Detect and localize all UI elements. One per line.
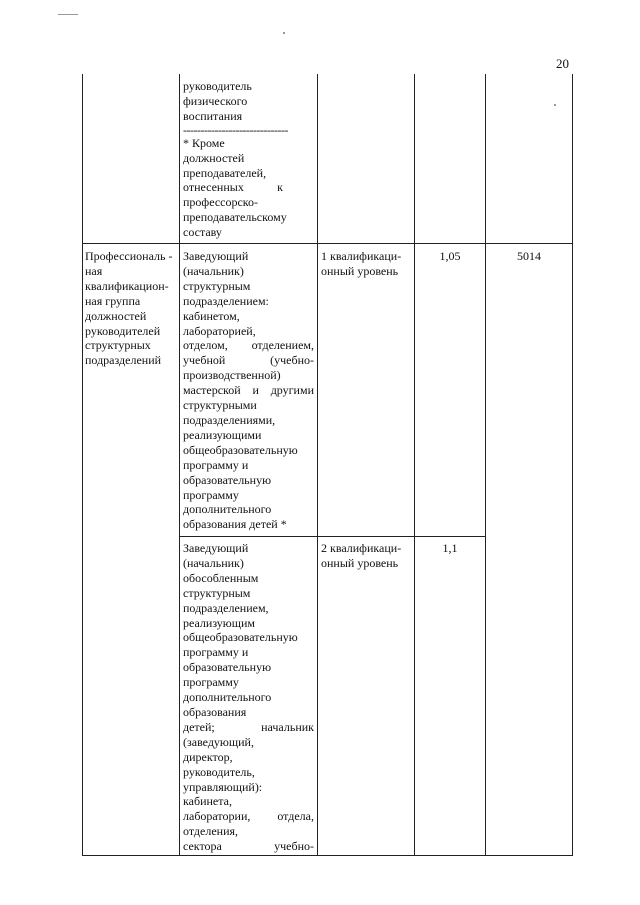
- cell-line: кабинетом,: [183, 308, 240, 323]
- scan-speck: [554, 104, 556, 106]
- cell-line: дополнительного: [183, 502, 272, 517]
- cell-line: Заведующий: [183, 541, 249, 555]
- cell-line: программу и: [183, 645, 249, 660]
- footnote-line: преподавателей,: [183, 165, 267, 180]
- cell-line: обособленным: [183, 570, 259, 585]
- cell-line: квалификацион-: [85, 278, 169, 293]
- word: лаборатории,: [183, 809, 251, 824]
- row-divider: [82, 243, 573, 244]
- level-2-position-cell: [183, 541, 314, 854]
- cell-line: структурным: [183, 585, 251, 600]
- cell-line: управляющий):: [183, 779, 263, 794]
- row-divider: [179, 536, 486, 537]
- word: (учебно-: [270, 353, 314, 368]
- word: другими: [270, 383, 314, 398]
- level-2-coefficient: 1,1: [442, 541, 458, 555]
- word: начальник: [261, 719, 314, 734]
- cell-line: директор,: [183, 749, 233, 764]
- table-border-right: [572, 74, 573, 855]
- cell-line: воспитания: [183, 108, 243, 123]
- cell-line: Профессиональ -: [85, 249, 173, 263]
- cell-line: 1 квалификаци-: [321, 249, 402, 263]
- level-1-position-cell: [183, 249, 314, 532]
- cell-line: Заведующий: [183, 249, 249, 263]
- cell-line: структурных: [85, 338, 151, 353]
- cell-line: [183, 720, 314, 735]
- word: детей;: [183, 719, 215, 734]
- column-divider: [317, 74, 318, 855]
- page-number: 20: [556, 56, 569, 71]
- cell-line: общеобразовательную: [183, 442, 298, 457]
- cell-line: (заведующий,: [183, 734, 254, 749]
- cell-line: [183, 353, 314, 368]
- level-1-coefficient: 1,05: [439, 249, 461, 263]
- cell-line: структурными: [183, 398, 257, 413]
- scan-speck: [283, 32, 285, 34]
- cell-line: общеобразовательную: [183, 630, 298, 645]
- word: учебной: [183, 353, 226, 368]
- continued-position-cell: [183, 79, 313, 240]
- cell-line: (начальник): [183, 263, 244, 278]
- cell-line: кабинета,: [183, 794, 232, 809]
- cell-line: реализующими: [183, 427, 262, 442]
- qualification-group-cell: [85, 249, 177, 368]
- column-divider: [414, 74, 415, 855]
- footnote-line: профессорско-: [183, 195, 259, 210]
- cell-line: должностей: [85, 308, 147, 323]
- cell-line: структурным: [183, 278, 251, 293]
- footnote-line: составу: [183, 225, 222, 240]
- cell-line: онный уровень: [321, 555, 399, 570]
- cell-line: (начальник): [183, 555, 244, 570]
- cell-line: подразделением,: [183, 600, 269, 615]
- cell-line: лабораторией,: [183, 323, 256, 338]
- cell-line: руководителей: [85, 323, 161, 338]
- footnote-line: * Кроме: [183, 135, 225, 150]
- word: отделом,: [183, 338, 228, 353]
- cell-line: программу и: [183, 457, 249, 472]
- cell-line: производственной): [183, 368, 281, 383]
- cell-line: реализующим: [183, 615, 256, 630]
- cell-line: ная: [85, 263, 103, 278]
- cell-line: [183, 383, 314, 398]
- cell-line: подразделением:: [183, 293, 269, 308]
- cell-line: онный уровень: [321, 263, 399, 278]
- cell-line: [183, 809, 314, 824]
- column-divider: [179, 74, 180, 855]
- cell-line: программу: [183, 487, 239, 502]
- word: отдела,: [277, 809, 314, 824]
- word: сектора: [183, 839, 222, 854]
- separator-line: ------------------------------: [183, 123, 288, 136]
- word: отнесенных: [183, 180, 244, 195]
- table-border-left: [82, 74, 83, 855]
- cell-line: физического: [183, 93, 248, 108]
- level-2-qualification-cell: [321, 541, 413, 571]
- cell-line: отделения,: [183, 824, 239, 839]
- cell-line: образовательную: [183, 660, 272, 675]
- cell-line: 2 квалификаци-: [321, 541, 402, 555]
- level-1-qualification-cell: [321, 249, 413, 279]
- cell-line: программу: [183, 675, 239, 690]
- footnote-line: преподавательскому: [183, 210, 287, 225]
- footnote-line: [183, 180, 313, 195]
- cell-line: [183, 839, 314, 854]
- word: и: [252, 383, 259, 398]
- word: отделением,: [251, 338, 314, 353]
- cell-line: образования: [183, 704, 247, 719]
- cell-line: руководитель,: [183, 764, 255, 779]
- cell-line: образовательную: [183, 472, 272, 487]
- cell-line: образования детей *: [183, 517, 287, 532]
- scan-corner-mark: [58, 14, 78, 15]
- footnote-line: должностей: [183, 150, 245, 165]
- word: учебно-: [274, 839, 314, 854]
- table-border-bottom: [82, 855, 573, 856]
- cell-line: подразделений: [85, 353, 162, 368]
- word: мастерской: [183, 383, 241, 398]
- level-1-salary: 5014: [517, 249, 541, 263]
- word: к: [277, 180, 283, 195]
- column-divider: [485, 74, 486, 855]
- cell-line: дополнительного: [183, 690, 272, 705]
- cell-line: [183, 338, 314, 353]
- cell-line: ная группа: [85, 293, 141, 308]
- cell-line: руководитель: [183, 79, 252, 93]
- cell-line: подразделениями,: [183, 412, 276, 427]
